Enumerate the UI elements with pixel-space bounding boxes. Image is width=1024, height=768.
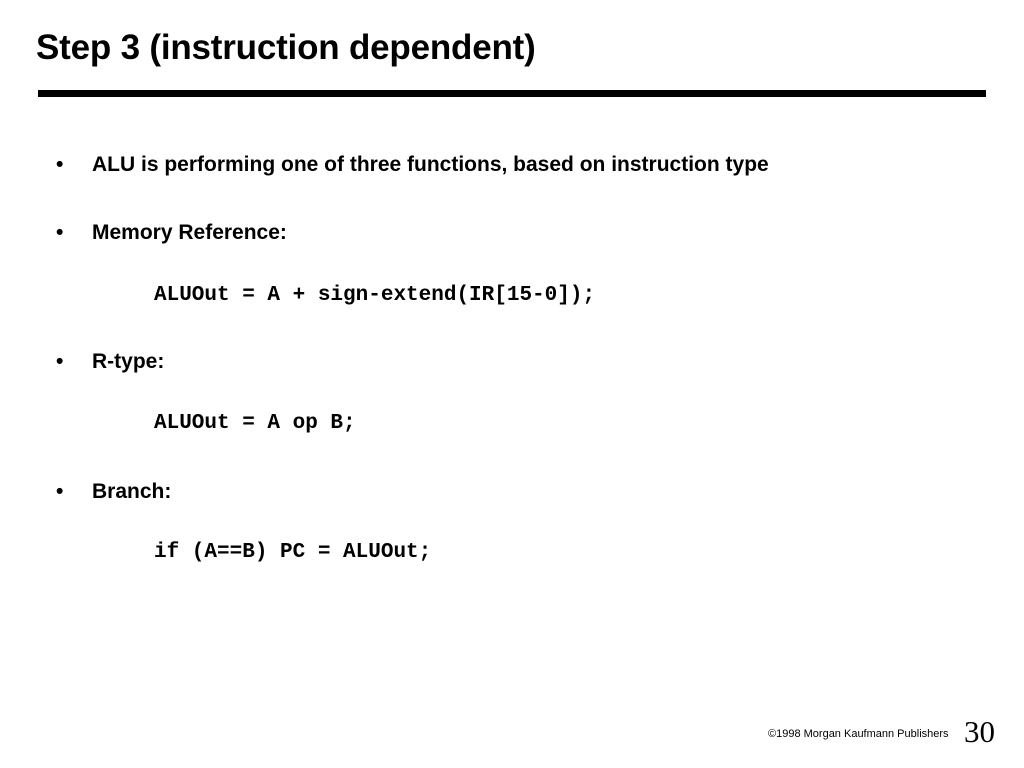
code-r-type: ALUOut = A op B; [154, 412, 356, 435]
bullet-marker: • [56, 480, 64, 503]
title-divider [38, 90, 986, 97]
bullet-marker: • [56, 350, 64, 373]
bullet-text: Branch: [92, 480, 172, 503]
bullet-text: ALU is performing one of three functions, based on instruction type [92, 153, 769, 176]
bullet-text: R-type: [92, 350, 165, 373]
slide-title: Step 3 (instruction dependent) [36, 28, 536, 67]
code-branch: if (A==B) PC = ALUOut; [154, 541, 432, 564]
copyright-notice: ©1998 Morgan Kaufmann Publishers [768, 728, 949, 740]
bullet-marker: • [56, 153, 64, 176]
code-memory-reference: ALUOut = A + sign-extend(IR[15-0]); [154, 284, 596, 307]
page-number: 30 [964, 714, 995, 749]
bullet-text: Memory Reference: [92, 221, 287, 244]
bullet-marker: • [56, 221, 64, 244]
